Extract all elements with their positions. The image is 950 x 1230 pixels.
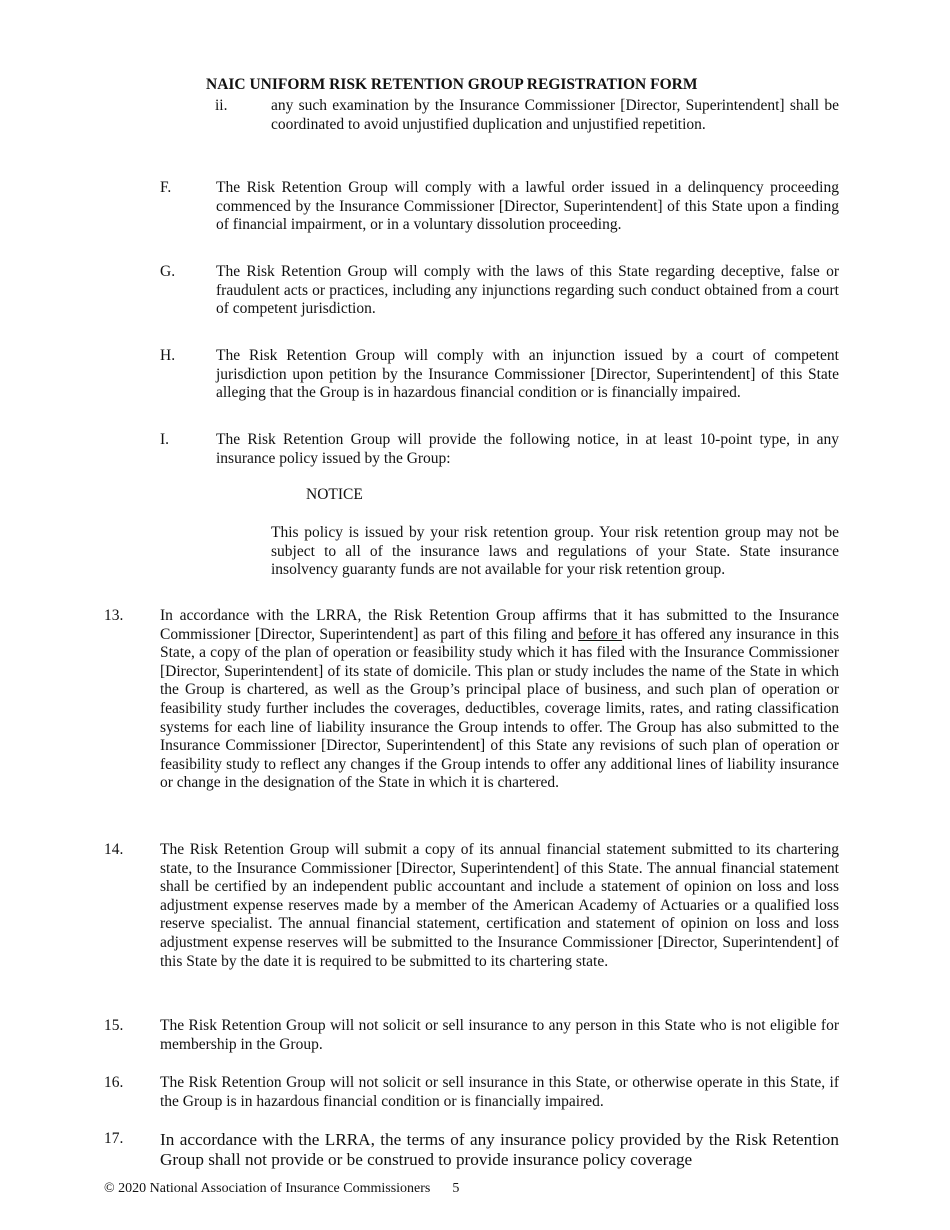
- item-text-part: it has offered any insurance in this State, a copy of the plan of operation or feasibility study which it has filed with the Insurance Commissioner [Director, Superintendent] of its state of domicile. This plan or study includes the name of the State in which the Group is chartered, as well as the Group’s principal place of business, and such plan of operation or feasibility study further includes the coverages, deductibles, coverage limits, rates, and rating classification systems for each line of liability insurance the Group intends to offer. The Group has also submitted to the Insurance Commissioner [Director, Superintendent] of this State any revisions of such plan of operation or feasibility study to reflect any changes if the Group intends to offer any additional lines of liability insurance or change in the designation of the State in which it is chartered.: [160, 625, 839, 792]
- footer-copyright: © 2020 National Association of Insurance Commissioners: [104, 1181, 431, 1196]
- item-text-part: In accordance with the LRRA, the Risk Retention Group affirms that it has submitted to the Insurance Commissioner [Director, Superintendent] as part of this filing and: [160, 607, 839, 643]
- item-text: The Risk Retention Group will provide the following notice, in at least 10-point type, in any insurance policy issued by the Group:: [216, 431, 839, 467]
- item-label: I.: [160, 431, 170, 448]
- notice-title: NOTICE: [306, 486, 363, 503]
- item-text: The Risk Retention Group will comply with an injunction issued by a court of competent jurisdiction upon petition by the Insurance Commissioner [Director, Superintendent] of this State alleging that the Group is in hazardous financial condition or is financially impaired.: [216, 347, 839, 402]
- item-text: any such examination by the Insurance Commissioner [Director, Superintendent] shall be coordinated to avoid unjustified duplication and unjustified repetition.: [271, 97, 839, 133]
- item-text: In accordance with the LRRA, the terms of any insurance policy provided by the Risk Retention Group shall not provide or be construed to provide insurance policy coverage: [160, 1130, 839, 1169]
- page-number: 5: [452, 1181, 460, 1196]
- item-text: The Risk Retention Group will submit a copy of its annual financial statement submitted to its chartering state, to the Insurance Commissioner [Director, Superintendent] of this State. The annual financial statement shall be certified by an independent public accountant and include a statement of opinion on loss and loss adjustment expense reserves made by a member of the American Academy of Actuaries or a qualified loss reserve specialist. The annual financial statement, certification and statement of opinion on loss and loss adjustment expense reserves will be submitted to the Insurance Commissioner [Director, Superintendent] of this State by the date it is required to be submitted to its chartering state.: [160, 841, 839, 970]
- item-label: G.: [160, 263, 176, 280]
- item-label: ii.: [215, 97, 228, 114]
- item-label: 17.: [104, 1130, 124, 1147]
- page-header-title: NAIC UNIFORM RISK RETENTION GROUP REGISTRATION FORM: [206, 76, 698, 93]
- item-label: 16.: [104, 1074, 124, 1091]
- item-text: The Risk Retention Group will comply with the laws of this State regarding deceptive, false or fraudulent acts or practices, including any injunctions regarding such conduct obtained from a court of competent jurisdiction.: [216, 263, 839, 318]
- page-footer: [104, 1181, 459, 1197]
- item-label: H.: [160, 347, 176, 364]
- item-label: 14.: [104, 841, 124, 858]
- underlined-word: before: [578, 625, 623, 643]
- item-text: The Risk Retention Group will not solicit or sell insurance to any person in this State who is not eligible for membership in the Group.: [160, 1017, 839, 1053]
- item-text: The Risk Retention Group will not solicit or sell insurance in this State, or otherwise operate in this State, if the Group is in hazardous financial condition or is financially impaired.: [160, 1074, 839, 1110]
- item-label: 15.: [104, 1017, 124, 1034]
- item-label: 13.: [104, 607, 124, 624]
- item-text: The Risk Retention Group will comply with a lawful order issued in a delinquency proceeding commenced by the Insurance Commissioner [Director, Superintendent] of this State upon a finding of financial impairment, or in a voluntary dissolution proceeding.: [216, 179, 839, 234]
- notice-text: This policy is issued by your risk retention group. Your risk retention group may not be subject to all of the insurance laws and regulations of your State. State insurance insolvency guaranty funds are not available for your risk retention group.: [271, 524, 839, 579]
- item-label: F.: [160, 179, 172, 196]
- item-text: [160, 607, 839, 793]
